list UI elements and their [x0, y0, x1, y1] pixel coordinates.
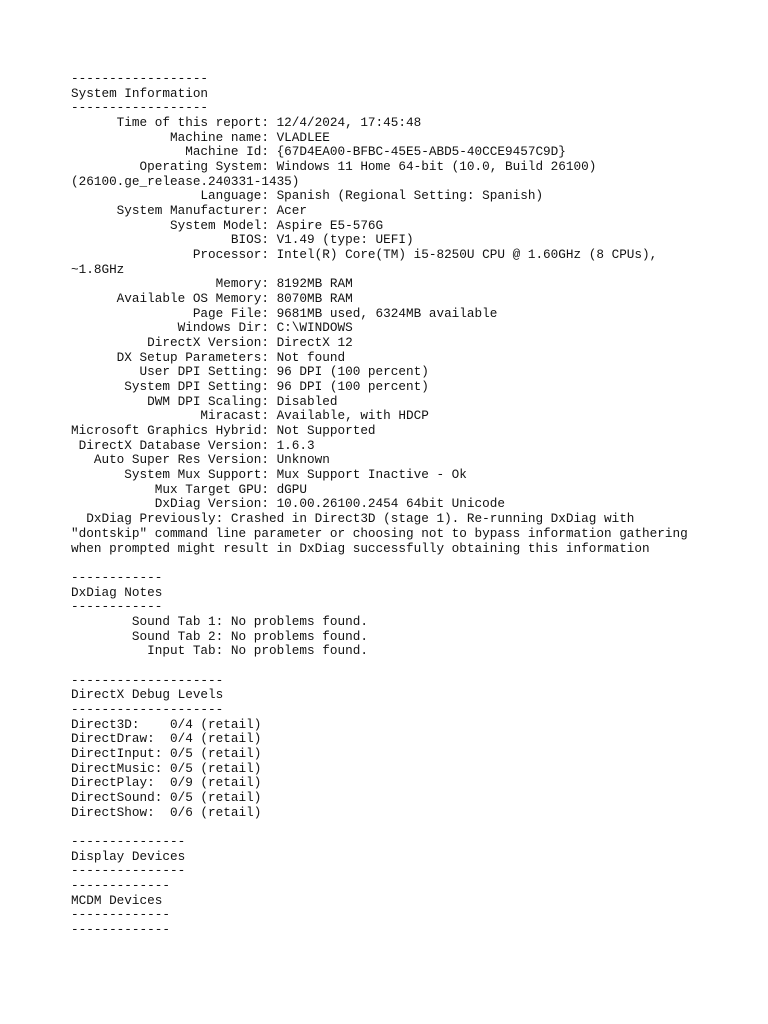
report-line: -------------------- — [71, 701, 224, 717]
report-line: Time of this report: 12/4/2024, 17:45:48 — [71, 115, 422, 131]
report-line: -------------------- — [71, 672, 224, 688]
report-line: ------------- — [71, 921, 170, 937]
report-line: DirectPlay: 0/9 (retail) — [71, 775, 262, 791]
report-line: DirectInput: 0/5 (retail) — [71, 745, 262, 761]
report-line: Input Tab: No problems found. — [71, 643, 368, 659]
section-dxdiag-notes — [71, 571, 761, 659]
report-line: Memory: 8192MB RAM — [71, 276, 353, 292]
report-line: DxDiag Notes — [71, 584, 163, 600]
report-line: DirectSound: 0/5 (retail) — [71, 789, 262, 805]
report-line: Page File: 9681MB used, 6324MB available — [71, 305, 498, 321]
report-line: ------------ — [71, 569, 163, 585]
report-line: DirectX Debug Levels — [71, 687, 224, 703]
report-line: ~1.8GHz — [71, 261, 125, 277]
report-line: Operating System: Windows 11 Home 64-bit (10.0, Build 26100) — [71, 159, 597, 175]
report-line: ------------ — [71, 599, 163, 615]
report-line: System Mux Support: Mux Support Inactive - Ok — [71, 467, 467, 483]
report-line: --------------- — [71, 863, 186, 879]
report-line: Sound Tab 1: No problems found. — [71, 613, 368, 629]
report-line: DirectShow: 0/6 (retail) — [71, 804, 262, 820]
report-line: System DPI Setting: 96 DPI (100 percent) — [71, 379, 429, 395]
report-line: DWM DPI Scaling: Disabled — [71, 393, 338, 409]
report-line: ------------------ — [71, 100, 209, 116]
report-line: DX Setup Parameters: Not found — [71, 349, 346, 365]
section-directx-debug-levels — [71, 674, 761, 821]
report-line: ------------- — [71, 907, 170, 923]
report-line: DirectMusic: 0/5 (retail) — [71, 760, 262, 776]
report-line: ------------------ — [71, 71, 209, 86]
report-line: System Model: Aspire E5-576G — [71, 217, 384, 233]
report-line: System Manufacturer: Acer — [71, 203, 308, 219]
report-line: --------------- — [71, 833, 186, 849]
report-line: ------------- — [71, 877, 170, 893]
report-line: "dontskip" command line parameter or choosing not to bypass information gathering — [71, 525, 688, 541]
report-line: DirectDraw: 0/4 (retail) — [71, 731, 262, 747]
section-display-devices — [71, 835, 761, 938]
report-line: Mux Target GPU: dGPU — [71, 481, 308, 497]
report-line: System Information — [71, 85, 209, 101]
report-line: BIOS: V1.49 (type: UEFI) — [71, 232, 414, 248]
report-line: Language: Spanish (Regional Setting: Spanish) — [71, 188, 544, 204]
report-line: (26100.ge_release.240331-1435) — [71, 173, 300, 189]
section-system-information — [71, 72, 761, 556]
report-line: DirectX Version: DirectX 12 — [71, 335, 353, 351]
report-line: Available OS Memory: 8070MB RAM — [71, 291, 353, 307]
report-line: DxDiag Previously: Crashed in Direct3D (stage 1). Re-running DxDiag with — [71, 511, 635, 527]
report-line: Direct3D: 0/4 (retail) — [71, 716, 262, 732]
report-line: Machine Id: {67D4EA00-BFBC-45E5-ABD5-40CCE9457C9D} — [71, 144, 566, 160]
report-line: Microsoft Graphics Hybrid: Not Supported — [71, 423, 376, 439]
report-line: Sound Tab 2: No problems found. — [71, 628, 368, 644]
dxdiag-report — [71, 72, 761, 938]
report-line: Windows Dir: C:\WINDOWS — [71, 320, 353, 336]
report-line: MCDM Devices — [71, 892, 163, 908]
report-line: Machine name: VLADLEE — [71, 129, 330, 145]
report-line: DxDiag Version: 10.00.26100.2454 64bit Unicode — [71, 496, 505, 512]
report-line: when prompted might result in DxDiag successfully obtaining this information — [71, 540, 650, 556]
report-line: Processor: Intel(R) Core(TM) i5-8250U CPU @ 1.60GHz (8 CPUs), — [71, 247, 658, 263]
report-line: Display Devices — [71, 848, 186, 864]
report-line: DirectX Database Version: 1.6.3 — [71, 437, 315, 453]
report-line: Auto Super Res Version: Unknown — [71, 452, 330, 468]
report-line: User DPI Setting: 96 DPI (100 percent) — [71, 364, 429, 380]
report-line: Miracast: Available, with HDCP — [71, 408, 429, 424]
